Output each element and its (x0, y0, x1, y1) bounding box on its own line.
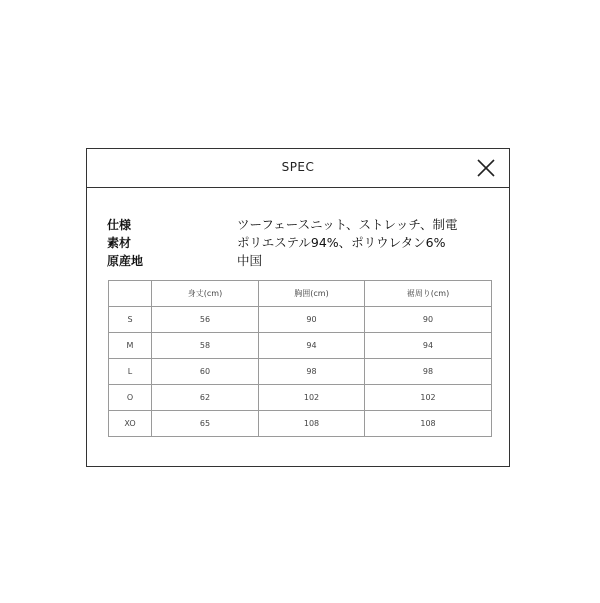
size-cell: O (109, 385, 152, 411)
table-header-cell: 胸囲(cm) (259, 281, 365, 307)
table-cell: 102 (365, 385, 492, 411)
table-cell: 65 (152, 411, 259, 437)
table-row (109, 385, 492, 411)
table-cell: 98 (259, 359, 365, 385)
spec-row-origin (107, 251, 497, 269)
table-row (109, 359, 492, 385)
spec-label: 素材 (107, 235, 132, 250)
size-table (108, 280, 492, 437)
spec-label: 仕様 (107, 217, 132, 232)
table-cell: 108 (259, 411, 365, 437)
close-icon[interactable] (475, 157, 497, 179)
spec-list (107, 215, 497, 269)
table-cell: 94 (365, 333, 492, 359)
spec-modal (86, 148, 510, 467)
spec-value: ポリエステル94%、ポリウレタン6% (237, 235, 446, 250)
table-cell: 90 (365, 307, 492, 333)
spec-row-material (107, 233, 497, 251)
table-row (109, 307, 492, 333)
size-cell: S (109, 307, 152, 333)
table-cell: 108 (365, 411, 492, 437)
spec-value: ツーフェースニット、ストレッチ、制電 (237, 217, 458, 232)
spec-row-specification (107, 215, 497, 233)
table-header-cell: 身丈(cm) (152, 281, 259, 307)
table-cell: 58 (152, 333, 259, 359)
table-cell: 60 (152, 359, 259, 385)
table-cell: 56 (152, 307, 259, 333)
table-row (109, 411, 492, 437)
size-cell: M (109, 333, 152, 359)
close-button[interactable] (475, 157, 497, 179)
spec-value: 中国 (237, 253, 263, 268)
size-cell: XO (109, 411, 152, 437)
modal-header (87, 149, 509, 188)
spec-label: 原産地 (107, 253, 144, 268)
table-cell: 102 (259, 385, 365, 411)
table-cell: 94 (259, 333, 365, 359)
table-row (109, 333, 492, 359)
table-header-cell: 裾周り(cm) (365, 281, 492, 307)
modal-title: SPEC (281, 160, 315, 174)
table-header-row (109, 281, 492, 307)
table-header-cell (109, 281, 152, 307)
size-cell: L (109, 359, 152, 385)
table-cell: 62 (152, 385, 259, 411)
table-cell: 90 (259, 307, 365, 333)
table-cell: 98 (365, 359, 492, 385)
